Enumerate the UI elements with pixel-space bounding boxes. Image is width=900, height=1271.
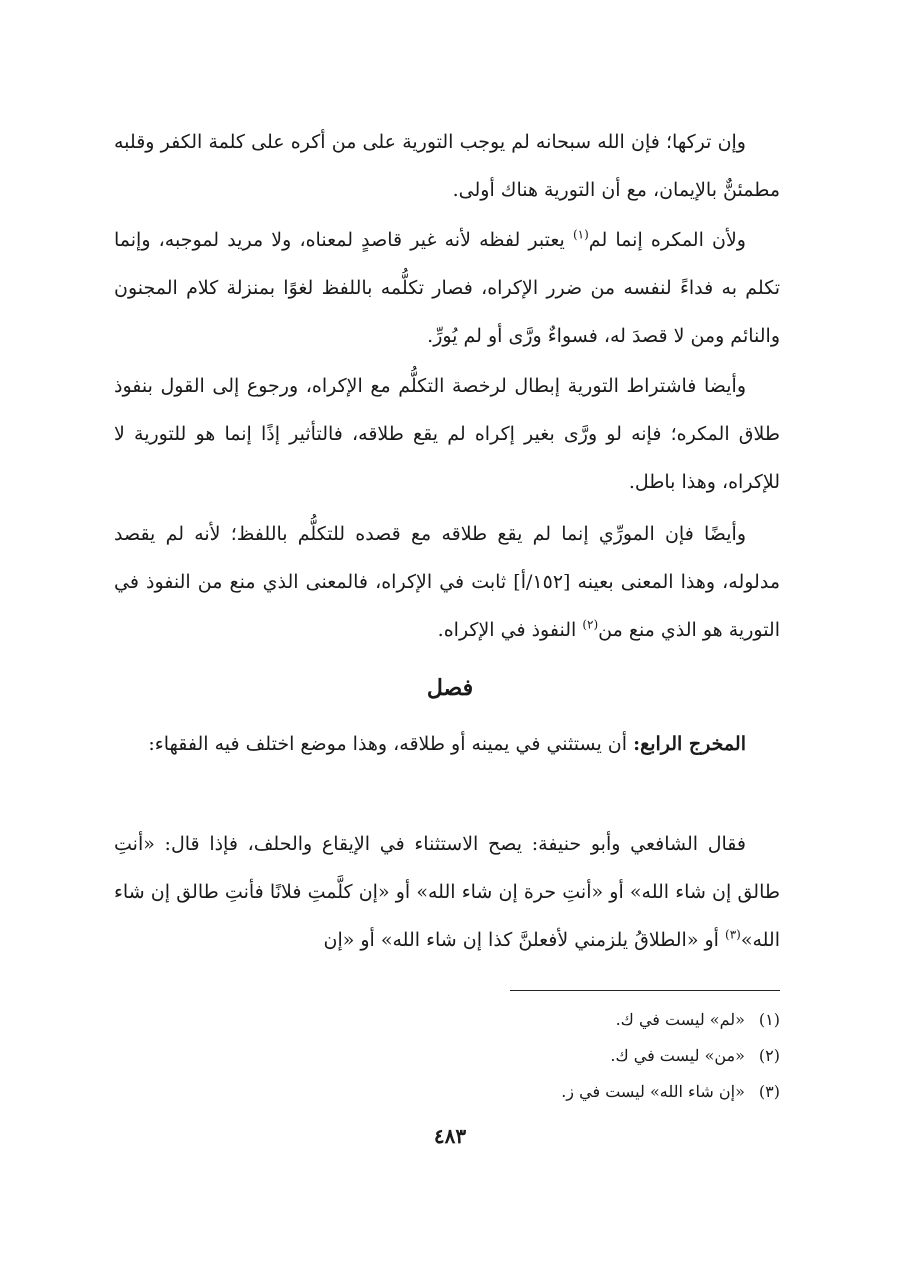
paragraph-2-after: يعتبر لفظه لأنه غير قاصدٍ لمعناه، ولا مريد لموجبه، وإنما تكلم به فداءً لنفسه من ضرر الإكراه، فصار تكلُّمه باللفظ لغوًا بمنزلة كلام المجنون والنائم ومن لا قصدَ له، فسواءٌ ورَّى أو لم يُورِّ.: [114, 229, 780, 347]
paragraph-5-text: [114, 720, 780, 768]
paragraph-5-body: أن يستثني في يمينه أو طلاقه، وهذا موضع اختلف فيه الفقهاء:: [148, 733, 634, 755]
paragraph-6-before: فقال الشافعي وأبو حنيفة: يصح الاستثناء في الإيقاع والحلف، فإذا قال: «أنتِ طالق إن شاء الله» أو «أنتِ حرة إن شاء الله» أو «إن كلَّمتِ فلانًا فأنتِ طالق إن شاء الله»: [114, 833, 780, 951]
footnotes: [114, 1002, 780, 1110]
paragraph-1-text: وإن تركها؛ فإن الله سبحانه لم يوجب التورية على من أكره على كلمة الكفر وقلبه مطمئنٌّ بالإيمان، مع أن التورية هناك أولى.: [114, 131, 780, 201]
footnote-1: [114, 1002, 780, 1038]
footnote-1-text: «لم» ليست في ك.: [615, 1010, 745, 1029]
paragraph-4: [114, 510, 780, 654]
paragraph-3-text: وأيضا فاشتراط التورية إبطال لرخصة التكلُّم مع الإكراه، ورجوع إلى القول بنفوذ طلاق المكره؛ فإنه لو ورَّى بغير إكراه لم يقع طلاقه، فالتأثير إذًا إنما هو للتورية لا للإكراه، وهذا باطل.: [114, 375, 780, 493]
footnote-2-text: «من» ليست في ك.: [610, 1046, 745, 1065]
footnote-1-number: (١): [758, 1010, 780, 1029]
page-number: ٤٨٣: [433, 1124, 467, 1148]
paragraph-4-text: [114, 510, 780, 654]
paragraph-3: [114, 362, 780, 506]
section-heading: فصل: [426, 675, 474, 701]
footnote-2: [114, 1038, 780, 1074]
footnote-ref-3[interactable]: (٣): [725, 927, 741, 942]
footnote-ref-1[interactable]: (١): [572, 227, 589, 242]
paragraph-6-after: أو «الطلاقُ يلزمني لأفعلنَّ كذا إن شاء الله» أو «إن: [323, 929, 725, 951]
paragraph-2-before: ولأن المكره إنما لم: [588, 229, 746, 251]
footnote-2-number: (٢): [758, 1046, 780, 1065]
paragraph-1: [114, 118, 780, 214]
paragraph-6: [114, 820, 780, 964]
footnote-3-text: «إن شاء الله» ليست في ز.: [561, 1082, 745, 1101]
footnote-ref-2[interactable]: (٢): [582, 617, 599, 632]
paragraph-5: [114, 720, 780, 768]
footnote-3-number: (٣): [758, 1082, 780, 1101]
footnote-3: [114, 1074, 780, 1110]
footnote-divider: [510, 990, 780, 991]
paragraph-4-before: وأيضًا فإن المورِّي إنما لم يقع طلاقه مع قصده للتكلُّم باللفظ؛ لأنه لم يقصد مدلوله، وهذا المعنى بعينه [١٥٢/أ] ثابت في الإكراه، فالمعنى الذي منع من النفوذ في التورية هو الذي منع من: [114, 523, 780, 641]
paragraph-6-text: [114, 820, 780, 964]
paragraph-4-after: النفوذ في الإكراه.: [437, 619, 583, 641]
paragraph-5-lead: المخرج الرابع:: [633, 733, 746, 755]
paragraph-2-text: [114, 216, 780, 360]
paragraph-2: [114, 216, 780, 360]
